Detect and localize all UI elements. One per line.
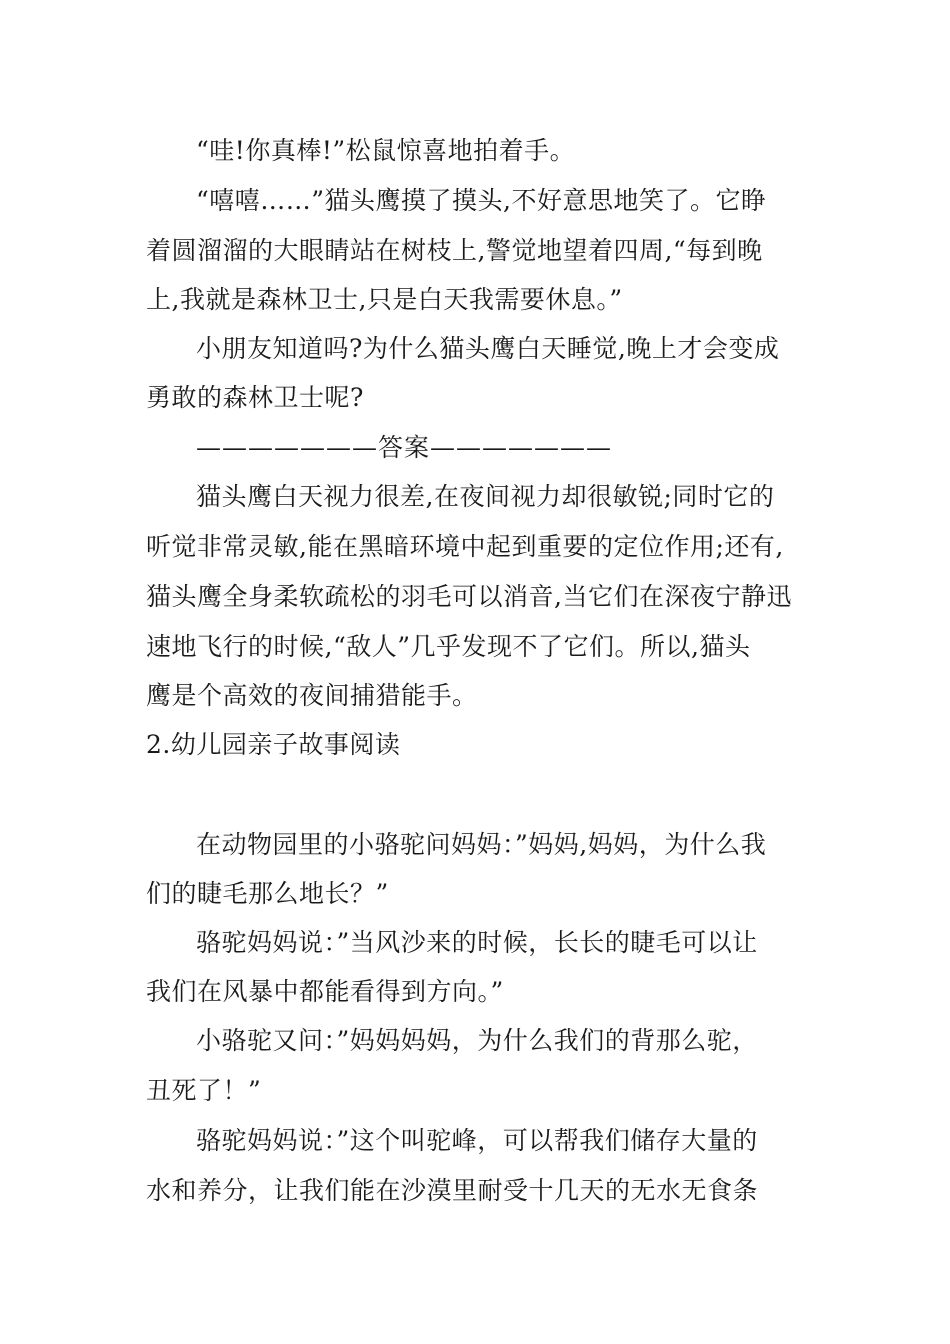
paragraph-line: 勇敢的森林卫士呢? bbox=[146, 383, 364, 412]
answer-divider: ———————答案——————— bbox=[196, 433, 613, 462]
paragraph-line: “嘻嘻……”猫头鹰摸了摸头,不好意思地笑了。它睁 bbox=[196, 186, 767, 215]
paragraph-line: 速地飞行的时候,“敌人”几乎发现不了它们。所以,猫头 bbox=[146, 632, 751, 661]
paragraph-line: 在动物园里的小骆驼问妈妈：”妈妈,妈妈，为什么我 bbox=[196, 830, 767, 859]
paragraph-line: 我们在风暴中都能看得到方向。” bbox=[146, 977, 504, 1006]
paragraph-line: “哇!你真棒!”松鼠惊喜地拍着手。 bbox=[196, 136, 576, 165]
paragraph-line: 们的睫毛那么地长？” bbox=[146, 879, 389, 908]
paragraph-line: 骆驼妈妈说：”这个叫驼峰，可以帮我们储存大量的 bbox=[196, 1126, 758, 1155]
paragraph-line: 骆驼妈妈说：”当风沙来的时候，长长的睫毛可以让 bbox=[196, 928, 758, 957]
paragraph-line: 鹰是个高效的夜间捕猎能手。 bbox=[146, 681, 478, 710]
paragraph-line: 猫头鹰全身柔软疏松的羽毛可以消音,当它们在深夜宁静迅 bbox=[146, 582, 792, 611]
paragraph-line: 着圆溜溜的大眼睛站在树枝上,警觉地望着四周,“每到晚 bbox=[146, 236, 763, 265]
paragraph-line: 上,我就是森林卫士,只是白天我需要休息。” bbox=[146, 285, 623, 314]
paragraph-line: 丑死了！” bbox=[146, 1076, 262, 1105]
paragraph-line: 听觉非常灵敏,能在黑暗环境中起到重要的定位作用;还有, bbox=[146, 532, 784, 561]
paragraph-line: 小骆驼又问：”妈妈妈妈，为什么我们的背那么驼， bbox=[196, 1026, 758, 1055]
paragraph-line: 猫头鹰白天视力很差,在夜间视力却很敏锐;同时它的 bbox=[196, 482, 775, 511]
section-heading: 2.幼儿园亲子故事阅读 bbox=[146, 730, 401, 759]
paragraph-line: 水和养分，让我们能在沙漠里耐受十几天的无水无食条 bbox=[146, 1176, 759, 1205]
paragraph-line: 小朋友知道吗?为什么猫头鹰白天睡觉,晚上才会变成 bbox=[196, 334, 780, 363]
